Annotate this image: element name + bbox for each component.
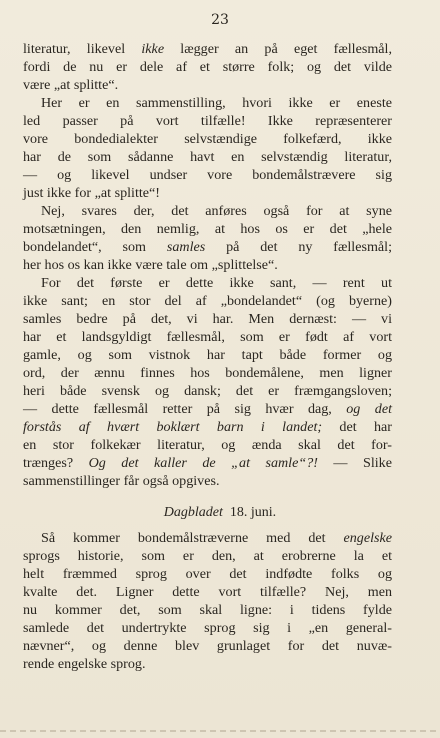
dateline (0, 505, 440, 521)
text-line: trænges? Og det kaller de „at samle“?! — Slike (23, 455, 392, 471)
text-line: nævner“, og denne blev grunlaget for det nuvæ- (23, 638, 392, 654)
text-line: sprogs historie, som er den, at erobrerne la et (23, 548, 392, 564)
text-line: sammenstillinger får også opgives. (23, 473, 220, 489)
text-line: literatur, likevel ikke lægger an på eget fællesmål, (23, 41, 392, 57)
text-line: For det første er dette ikke sant, — rent ut (41, 275, 392, 291)
text-line: fordi de nu er dele af et større folk; og det vilde (23, 59, 392, 75)
text-line: Nej, svares der, det anføres også for at syne (41, 203, 392, 219)
text-line: være „at splitte“. (23, 77, 119, 93)
text-line: rende engelske sprog. (23, 656, 146, 672)
text-line: heri både svensk og dansk; det er fræmgangsloven; (23, 383, 392, 399)
paragraph-block-1 (23, 40, 392, 490)
text-line: kvalte det. Ligner dette vort tilfælle? Nej, men (23, 584, 392, 600)
text-line: Så kommer bondemålstræverne med det engelske (41, 530, 392, 546)
text-line: nu kommer det, som skal ligne: i tidens fylde (23, 602, 392, 618)
text-line: helt fræmmed sprog over det indfødte folks og (23, 566, 392, 582)
text-line: en stor folkekær literatur, og ænda skal det for- (23, 437, 392, 453)
text-line: ord, der ænnu finnes hos bondemålene, men ligner (23, 365, 392, 381)
text-line: samles bedre på det, vi har. Men dernæst: — vi (23, 311, 392, 327)
text-line: her hos os kan ikke være tale om „splittelse“. (23, 257, 278, 273)
page-edge-decoration (0, 730, 440, 732)
text-line: — dette fællesmål retter på sig hvær dag, og det (23, 401, 392, 417)
text-line: bondelandet“, som samles på det ny fællesmål; (23, 239, 392, 255)
text-line: har et landsgyldigt fællesmål, som er født af vort (23, 329, 392, 345)
dateline-source: Dagbladet (163, 505, 223, 520)
text-line: motsætningen, den nemlig, at hos os er det „hele (23, 221, 392, 237)
page-number: 23 (211, 12, 229, 28)
text-line: just ikke for „at splitte“! (23, 185, 160, 201)
text-line: gamle, og som vistnok har tapt både former og (23, 347, 392, 363)
text-line: samlede det undertrykte sprog sig i „en general- (23, 620, 392, 636)
text-line: Her er en sammenstilling, hvori ikke er eneste (41, 95, 392, 111)
text-line: har de som sådanne havt en selvstændig literatur, (23, 149, 392, 165)
text-line: — og likevel undser vore bondemålstrævere sig (23, 167, 392, 183)
text-line: vore bondedialekter selvstændige folkefærd, ikke (23, 131, 392, 147)
paragraph-block-2 (23, 529, 392, 673)
text-line: forstås af hvært boklært barn i landet; det har (23, 419, 392, 435)
text-line: ikke sant; en stor del af „bondelandet“ (og byerne) (23, 293, 392, 309)
dateline-date: 18. juni. (229, 505, 277, 520)
text-line: led passer på vort tilfælle! Ikke repræsenterer (23, 113, 392, 129)
